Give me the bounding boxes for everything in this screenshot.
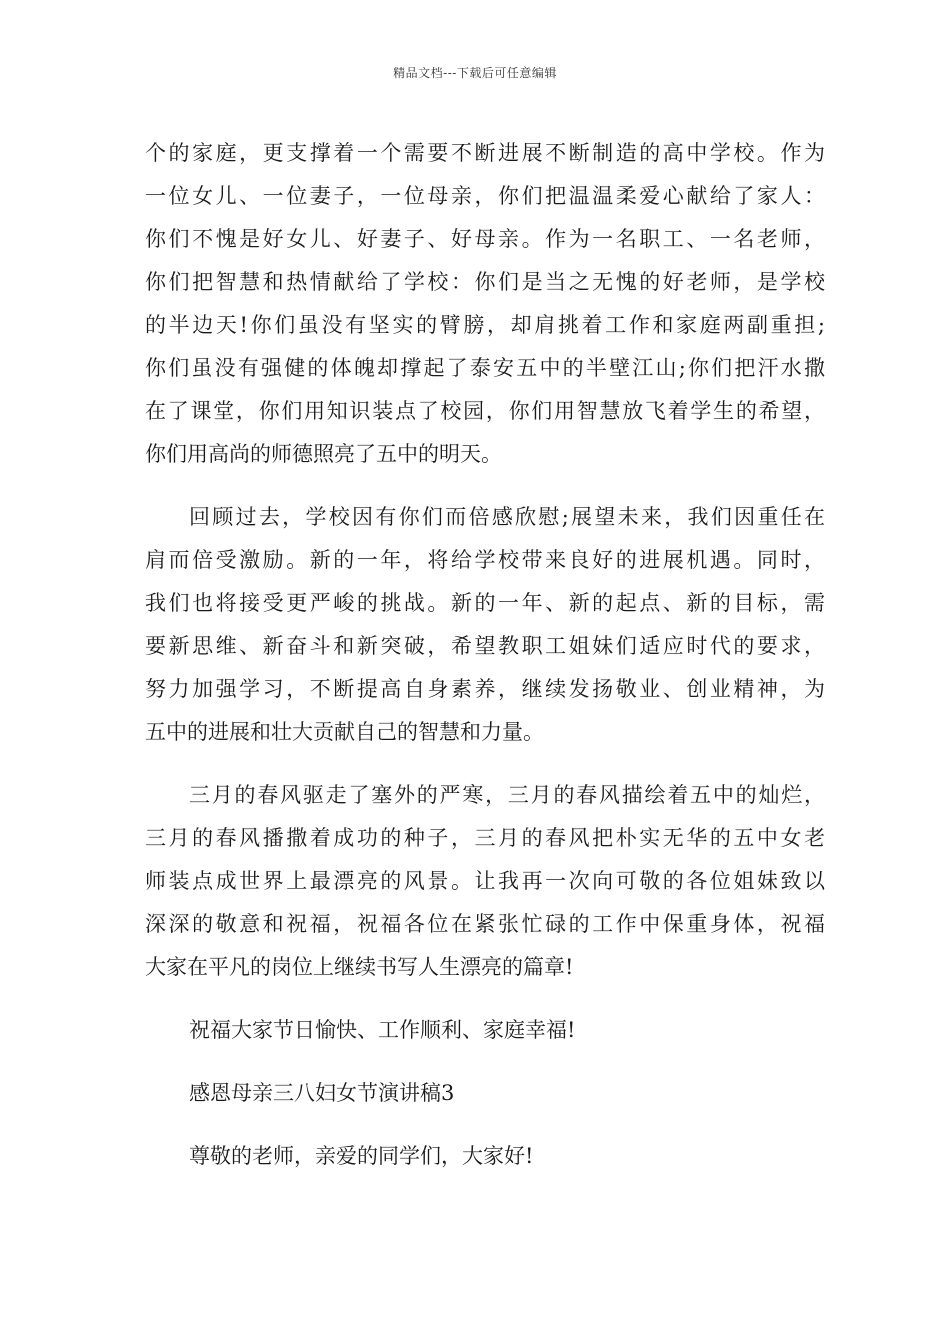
text-line: 回顾过去，学校因有你们而倍感欣慰;展望未来，我们因重任在 bbox=[189, 505, 825, 529]
text-line: 你们用高尚的师德照亮了五中的明天。 bbox=[145, 442, 502, 466]
page-header: 精品文档---下载后可任意编辑 bbox=[393, 66, 557, 80]
text-line: 三月的春风驱走了塞外的严寒，三月的春风描绘着五中的灿烂， bbox=[189, 783, 825, 807]
text-line: 的半边天!你们虽没有坚实的臂膀，却肩挑着工作和家庭两副重担; bbox=[145, 313, 825, 337]
text-line: 尊敬的老师，亲爱的同学们，大家好! bbox=[189, 1144, 534, 1168]
text-line: 我们也将接受更严峻的挑战。新的一年、新的起点、新的目标，需 bbox=[145, 591, 825, 615]
section-title bbox=[145, 1072, 825, 1115]
text-line: 个的家庭，更支撑着一个需要不断进展不断制造的高中学校。作为 bbox=[145, 141, 825, 165]
text-line: 肩而倍受激励。新的一年，将给学校带来良好的进展机遇。同时， bbox=[145, 548, 825, 572]
text-line: 大家在平凡的岗位上继续书写人生漂亮的篇章! bbox=[145, 955, 574, 979]
text-line: 五中的进展和壮大贡献自己的智慧和力量。 bbox=[145, 720, 544, 744]
text-line: 祝福大家节日愉快、工作顺利、家庭幸福! bbox=[189, 1018, 576, 1042]
document-body bbox=[145, 132, 825, 1178]
text-line: 你们把智慧和热情献给了学校：你们是当之无愧的好老师，是学校 bbox=[145, 270, 825, 294]
text-line: 努力加强学习，不断提高自身素养，继续发扬敬业、创业精神，为 bbox=[145, 677, 825, 701]
text-line: 你们虽没有强健的体魄却撑起了泰安五中的半壁江山;你们把汗水撒 bbox=[145, 356, 825, 380]
paragraph bbox=[145, 132, 825, 476]
text-line: 感恩母亲三八妇女节演讲稿3 bbox=[189, 1081, 455, 1105]
paragraph bbox=[145, 1009, 825, 1052]
text-line: 深深的敬意和祝福，祝福各位在紧张忙碌的工作中保重身体，祝福 bbox=[145, 912, 825, 936]
text-line: 你们不愧是好女儿、好妻子、好母亲。作为一名职工、一名老师， bbox=[145, 227, 825, 251]
paragraph bbox=[145, 1135, 825, 1178]
text-line: 要新思维、新奋斗和新突破，希望教职工姐妹们适应时代的要求， bbox=[145, 634, 825, 658]
text-line: 三月的春风播撒着成功的种子，三月的春风把朴实无华的五中女老 bbox=[145, 826, 825, 850]
text-line: 一位女儿、一位妻子，一位母亲，你们把温温柔爱心献给了家人： bbox=[145, 184, 825, 208]
paragraph bbox=[145, 774, 825, 989]
text-line: 师装点成世界上最漂亮的风景。让我再一次向可敬的各位姐妹致以 bbox=[145, 869, 825, 893]
paragraph bbox=[145, 496, 825, 754]
text-line: 在了课堂，你们用知识装点了校园，你们用智慧放飞着学生的希望， bbox=[145, 399, 825, 423]
